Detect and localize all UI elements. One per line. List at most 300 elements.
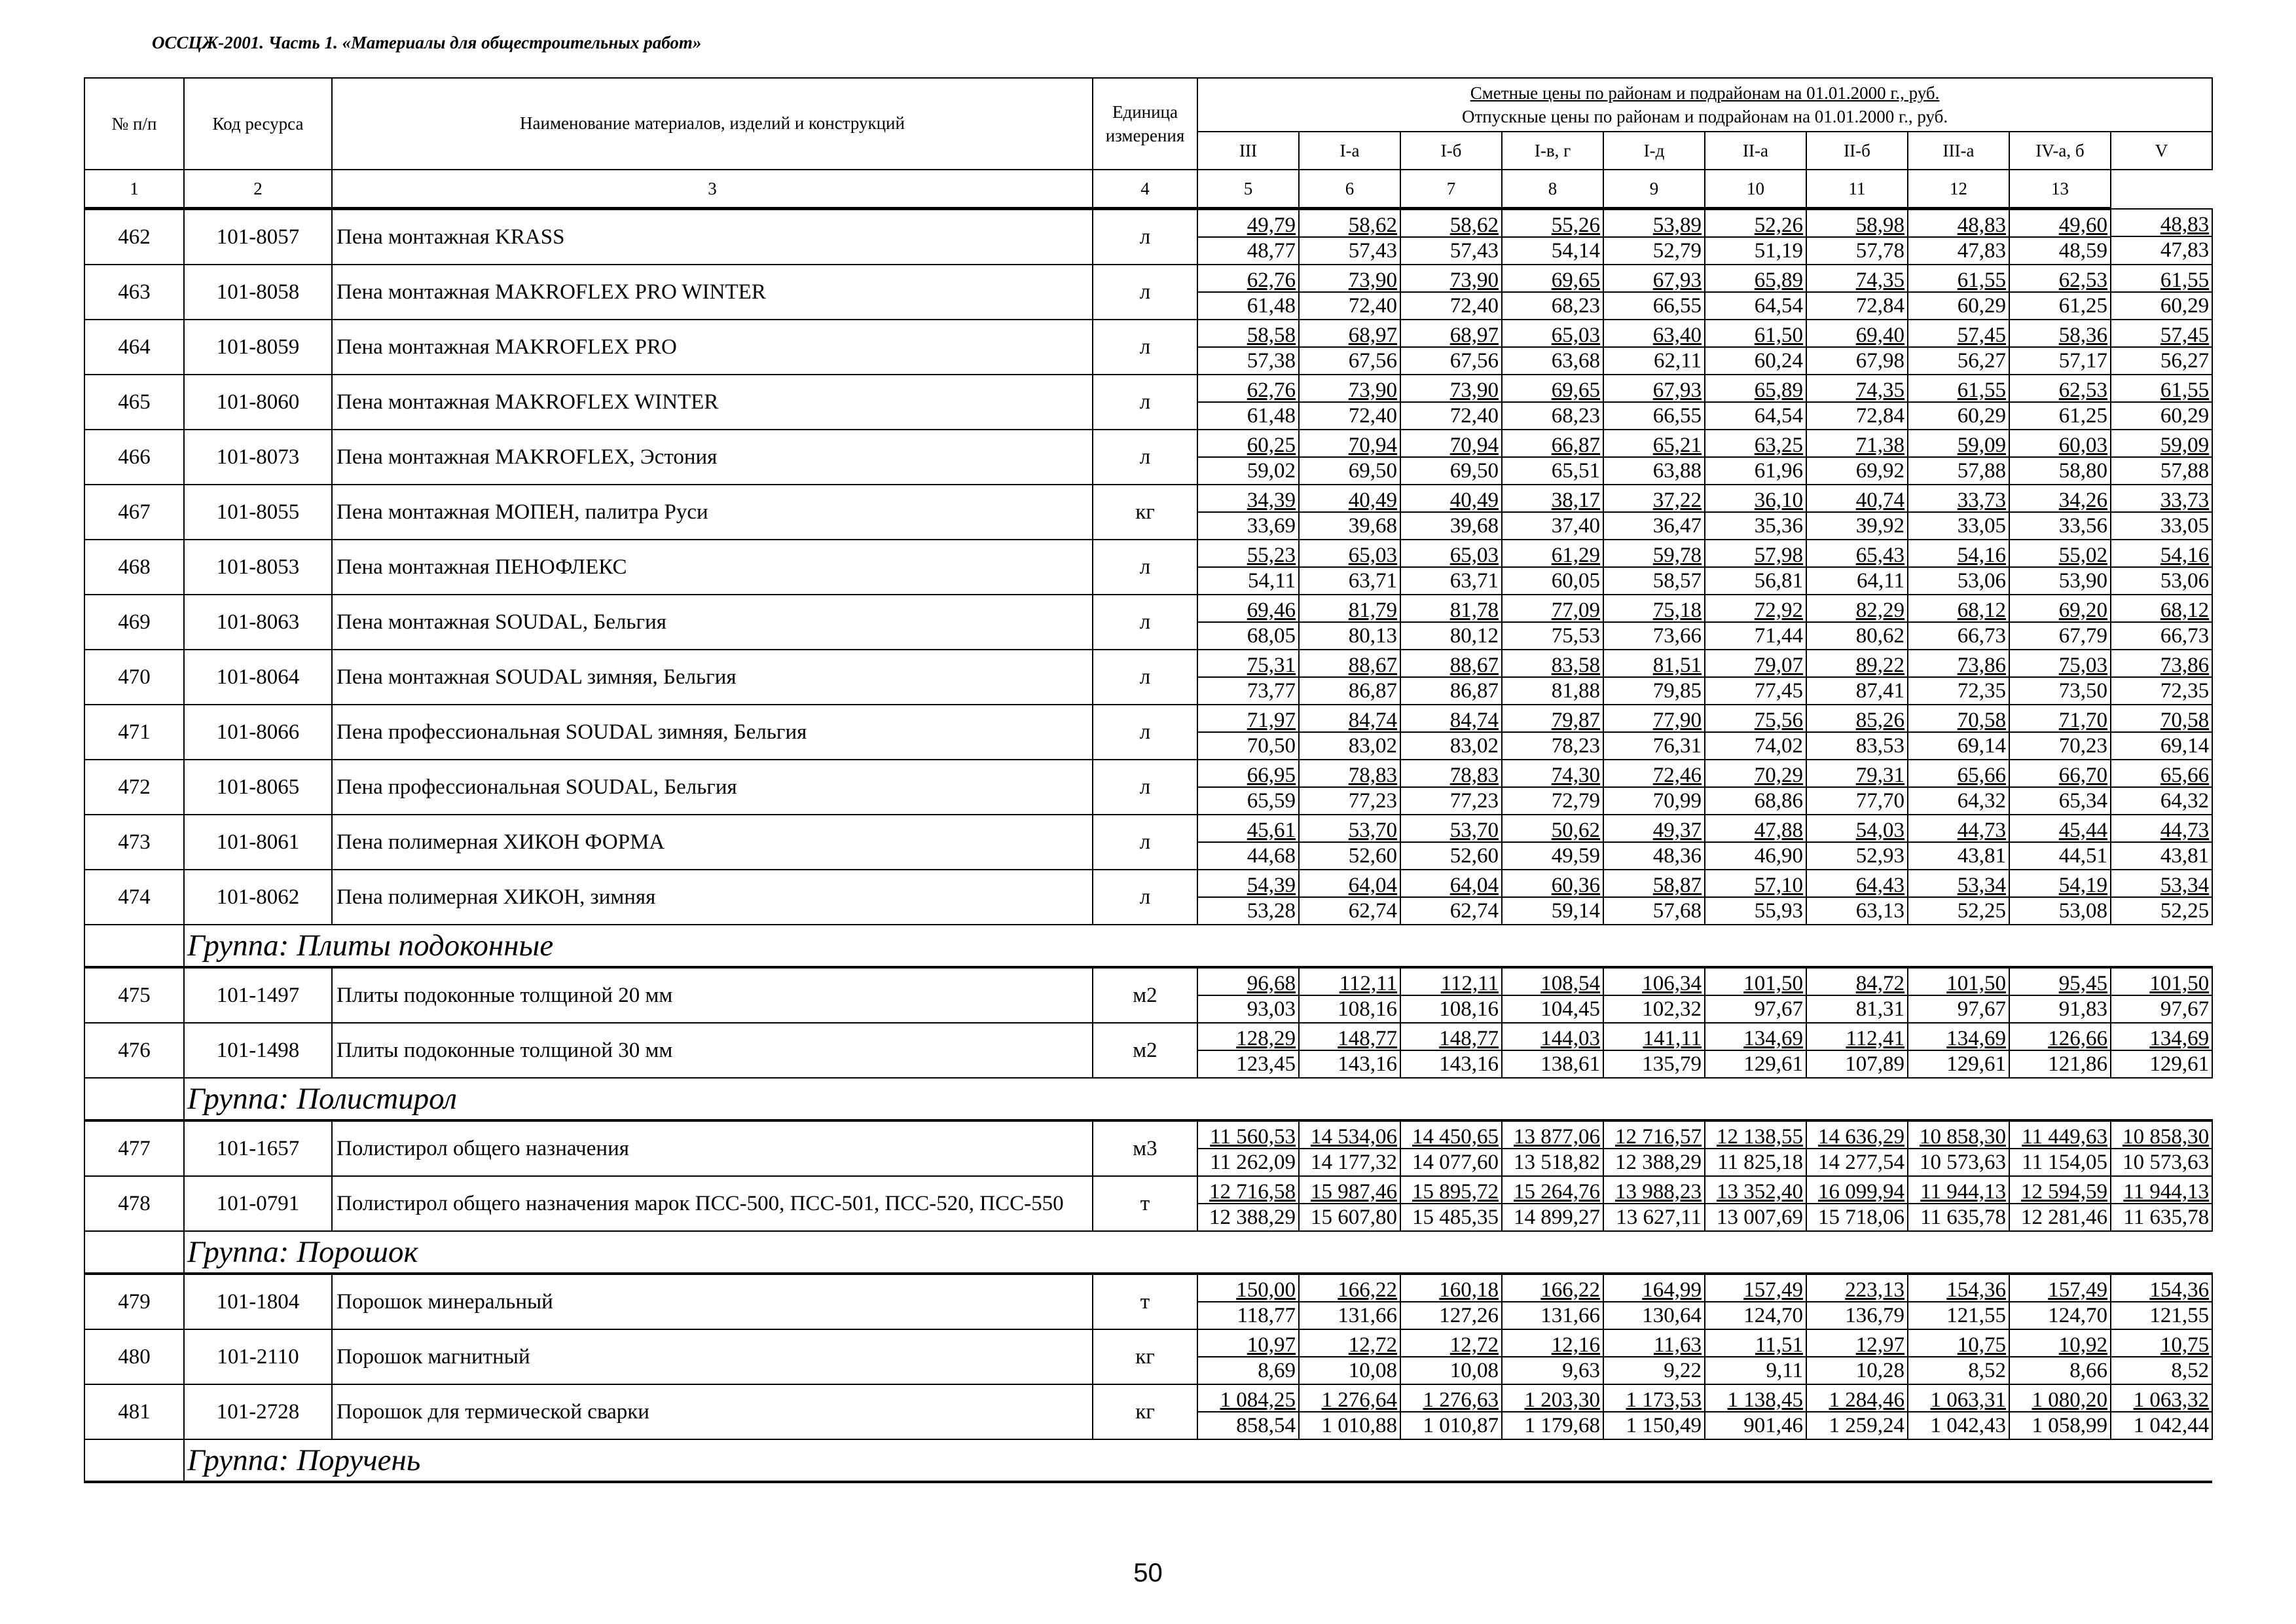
estimate-price: 49,37 (1604, 815, 1704, 843)
release-price: 136,79 (1845, 1304, 1904, 1327)
price-cell (1603, 1384, 1705, 1439)
estimate-price: 40,49 (1401, 485, 1501, 513)
estimate-price: 54,03 (1807, 815, 1907, 843)
price-cell (2009, 760, 2111, 815)
release-price: 58,80 (2058, 459, 2107, 483)
group-spacer (84, 1078, 184, 1120)
price-cell (1502, 485, 1603, 540)
price-cell (2111, 485, 2212, 540)
release-price: 58,57 (1652, 569, 1702, 593)
price-cell (1806, 1384, 1908, 1439)
price-cell (1299, 1023, 1400, 1078)
unit-cell: л (1093, 540, 1197, 595)
price-cell (2009, 320, 2111, 375)
release-price: 1 150,49 (1626, 1414, 1702, 1437)
estimate-price: 61,55 (1908, 265, 2009, 293)
region-header: IV-а, б (2009, 132, 2111, 170)
release-price: 14 077,60 (1412, 1151, 1499, 1174)
release-price: 67,79 (2058, 624, 2107, 648)
price-cell (1197, 870, 1299, 925)
estimate-price: 12 716,57 (1604, 1122, 1704, 1149)
estimate-price: 1 276,63 (1401, 1385, 1501, 1412)
estimate-price: 64,43 (1807, 870, 1907, 898)
estimate-price: 10 858,30 (1908, 1122, 2009, 1149)
estimate-price: 13 352,40 (1705, 1177, 1806, 1204)
price-cell (1400, 1023, 1502, 1078)
release-price: 72,35 (1957, 679, 2006, 703)
price-cell (2111, 1120, 2212, 1176)
estimate-price: 75,31 (1198, 650, 1298, 678)
estimate-price: 1 138,45 (1705, 1385, 1806, 1412)
estimate-price: 77,09 (1503, 595, 1603, 623)
estimate-price: 150,00 (1198, 1275, 1298, 1302)
price-cell (1299, 967, 1400, 1023)
release-price: 14 177,32 (1311, 1151, 1397, 1174)
release-price: 71,44 (1754, 624, 1803, 648)
release-price: 63,71 (1449, 569, 1499, 593)
release-price: 62,11 (1653, 349, 1702, 373)
estimate-price: 33,73 (1908, 485, 2009, 513)
estimate-price: 49,60 (2010, 210, 2110, 238)
release-price: 52,79 (1652, 239, 1702, 263)
row-number: 465 (84, 375, 184, 430)
price-cell (1502, 1329, 1603, 1384)
release-price: 102,32 (1642, 997, 1702, 1021)
estimate-price: 72,92 (1705, 595, 1806, 623)
release-price: 66,73 (1957, 624, 2006, 648)
column-number: 12 (1908, 170, 2009, 209)
release-price: 52,93 (1855, 844, 1904, 868)
row-number: 472 (84, 760, 184, 815)
resource-code: 101-8058 (184, 265, 332, 320)
price-cell (2111, 209, 2212, 265)
release-price: 121,86 (2048, 1052, 2107, 1076)
region-header: II-а (1705, 132, 1806, 170)
price-cell (2009, 375, 2111, 430)
price-cell (1908, 1329, 2009, 1384)
release-price: 43,81 (2160, 844, 2210, 868)
estimate-price: 70,58 (1908, 705, 2009, 733)
price-cell (1197, 650, 1299, 705)
estimate-price: 44,73 (2111, 815, 2212, 843)
row-number: 466 (84, 430, 184, 485)
release-price: 65,59 (1247, 789, 1296, 813)
release-price: 72,84 (1855, 404, 1904, 428)
price-cell (1705, 760, 1806, 815)
price-cell (1806, 760, 1908, 815)
release-price: 57,43 (1348, 239, 1397, 263)
price-cell (1400, 595, 1502, 650)
estimate-price: 71,97 (1198, 705, 1298, 733)
release-price: 52,25 (2160, 899, 2210, 923)
unit-cell: т (1093, 1274, 1197, 1329)
release-price: 9,63 (1562, 1359, 1600, 1382)
price-cell (2111, 1023, 2212, 1078)
price-cell (1400, 1120, 1502, 1176)
estimate-price: 10,75 (2111, 1330, 2212, 1357)
price-cell (1400, 1274, 1502, 1329)
estimate-price: 12,97 (1807, 1330, 1907, 1357)
estimate-price: 61,55 (1908, 375, 2009, 403)
release-price: 77,23 (1449, 789, 1499, 813)
release-price: 53,06 (2160, 569, 2210, 593)
price-cell (1908, 485, 2009, 540)
col-header-unit: Единица измерения (1093, 78, 1197, 170)
release-price: 52,25 (1957, 899, 2006, 923)
estimate-price: 84,74 (1401, 705, 1501, 733)
release-price: 901,46 (1743, 1414, 1803, 1437)
estimate-price: 148,77 (1300, 1024, 1400, 1051)
price-cell (2009, 1023, 2111, 1078)
estimate-price: 57,45 (1908, 320, 2009, 348)
price-cell (1400, 1176, 1502, 1231)
estimate-price: 1 203,30 (1503, 1385, 1603, 1412)
material-name: Порошок минеральный (332, 1274, 1093, 1329)
estimate-price: 69,40 (1807, 320, 1907, 348)
price-cell (1705, 265, 1806, 320)
price-cell (1908, 1176, 2009, 1231)
resource-code: 101-1497 (184, 967, 332, 1023)
estimate-price: 166,22 (1503, 1275, 1603, 1302)
release-price: 66,73 (2160, 624, 2210, 648)
release-price: 81,31 (1855, 997, 1904, 1021)
material-name: Пена полимерная ХИКОН, зимняя (332, 870, 1093, 925)
release-price: 68,86 (1754, 789, 1803, 813)
price-cell (1400, 265, 1502, 320)
region-header: I-а (1299, 132, 1400, 170)
release-price: 62,74 (1348, 899, 1397, 923)
estimate-price: 12 594,59 (2010, 1177, 2110, 1204)
release-price: 39,68 (1348, 514, 1397, 538)
table-row (84, 320, 2212, 375)
column-number: 11 (1806, 170, 1908, 209)
price-cell (2111, 1329, 2212, 1384)
estimate-price: 63,25 (1705, 430, 1806, 458)
release-price: 72,40 (1348, 404, 1397, 428)
group-spacer (84, 1231, 184, 1274)
estimate-price: 74,35 (1807, 375, 1907, 403)
release-price: 86,87 (1348, 679, 1397, 703)
price-cell (1400, 485, 1502, 540)
estimate-price: 14 450,65 (1401, 1122, 1501, 1149)
estimate-price: 66,70 (2010, 760, 2110, 788)
release-price: 97,67 (1957, 997, 2006, 1021)
price-cell (1705, 1176, 1806, 1231)
price-cell (1908, 815, 2009, 870)
price-cell (1908, 540, 2009, 595)
release-price: 83,53 (1855, 734, 1904, 758)
estimate-price: 83,58 (1503, 650, 1603, 678)
estimate-price: 84,74 (1300, 705, 1400, 733)
estimate-price: 16 099,94 (1807, 1177, 1907, 1204)
estimate-price: 57,98 (1705, 540, 1806, 568)
document-header: ОССЦЖ-2001. Часть 1. «Материалы для общестроительных работ» (152, 33, 702, 52)
release-price: 72,40 (1449, 294, 1499, 318)
release-price: 107,89 (1845, 1052, 1904, 1076)
estimate-price: 12,16 (1503, 1330, 1603, 1357)
price-cell (2111, 1176, 2212, 1231)
release-price: 93,03 (1247, 997, 1296, 1021)
estimate-price: 148,77 (1401, 1024, 1501, 1051)
price-cell (1908, 375, 2009, 430)
estimate-price: 53,89 (1604, 210, 1704, 238)
release-price: 53,90 (2058, 569, 2107, 593)
price-cell (1299, 1274, 1400, 1329)
resource-code: 101-1498 (184, 1023, 332, 1078)
estimate-price: 59,78 (1604, 540, 1704, 568)
release-price: 9,22 (1664, 1359, 1702, 1382)
estimate-price: 60,36 (1503, 870, 1603, 898)
estimate-price: 65,89 (1705, 375, 1806, 403)
estimate-price: 59,09 (1908, 430, 2009, 458)
table-row (84, 265, 2212, 320)
price-cell (1603, 485, 1705, 540)
estimate-price: 69,20 (2010, 595, 2110, 623)
price-cell (1705, 540, 1806, 595)
estimate-price: 11 944,13 (1908, 1177, 2009, 1204)
estimate-price: 55,02 (2010, 540, 2110, 568)
estimate-price: 62,53 (2010, 375, 2110, 403)
release-price: 135,79 (1642, 1052, 1702, 1076)
estimate-price: 53,70 (1300, 815, 1400, 843)
estimate-price: 58,98 (1807, 210, 1907, 238)
release-price: 47,83 (2160, 238, 2210, 263)
price-cell (1603, 870, 1705, 925)
release-price: 11 262,09 (1210, 1151, 1296, 1174)
page-number: 50 (1133, 1559, 1163, 1587)
price-cell (1400, 540, 1502, 595)
estimate-price: 58,36 (2010, 320, 2110, 348)
resource-code: 101-8065 (184, 760, 332, 815)
release-price: 69,50 (1449, 459, 1499, 483)
price-cell (1705, 209, 1806, 265)
price-cell (1502, 705, 1603, 760)
estimate-price: 71,38 (1807, 430, 1907, 458)
price-cell (1197, 320, 1299, 375)
estimate-price: 62,76 (1198, 265, 1298, 293)
material-name: Пена монтажная MAKROFLEX PRO (332, 320, 1093, 375)
price-cell (2111, 815, 2212, 870)
estimate-price: 40,49 (1300, 485, 1400, 513)
estimate-price: 37,22 (1604, 485, 1704, 513)
estimate-price: 65,66 (2111, 760, 2212, 788)
release-price: 53,28 (1247, 899, 1296, 923)
estimate-price: 65,03 (1401, 540, 1501, 568)
row-number: 480 (84, 1329, 184, 1384)
release-price: 48,59 (2058, 239, 2107, 263)
release-price: 52,60 (1348, 844, 1397, 868)
price-cell (1502, 1023, 1603, 1078)
resource-code: 101-8059 (184, 320, 332, 375)
price-cell (2111, 760, 2212, 815)
estimate-price: 57,10 (1705, 870, 1806, 898)
release-price: 57,88 (1957, 459, 2006, 483)
material-name: Пена профессиональная SOUDAL, Бельгия (332, 760, 1093, 815)
release-price: 46,90 (1754, 844, 1803, 868)
release-price: 12 388,29 (1209, 1206, 1296, 1229)
price-cell (2009, 595, 2111, 650)
price-cell (1197, 1120, 1299, 1176)
estimate-price: 58,87 (1604, 870, 1704, 898)
table-row (84, 1176, 2212, 1231)
release-price: 43,81 (1957, 844, 2006, 868)
column-number: 6 (1299, 170, 1400, 209)
price-cell (2111, 650, 2212, 705)
estimate-price: 78,83 (1401, 760, 1501, 788)
release-price: 104,45 (1540, 997, 1600, 1021)
release-price: 143,16 (1338, 1052, 1397, 1076)
estimate-price: 11,63 (1604, 1330, 1704, 1357)
price-cell (1806, 1023, 1908, 1078)
release-price: 72,35 (2160, 679, 2210, 703)
release-price: 10,08 (1449, 1359, 1499, 1382)
price-cell (1603, 1023, 1705, 1078)
release-price: 59,02 (1247, 459, 1296, 483)
price-cell (1400, 209, 1502, 265)
group-row (84, 1439, 2212, 1482)
release-price: 13 627,11 (1616, 1206, 1702, 1229)
unit-cell: л (1093, 870, 1197, 925)
estimate-price: 57,45 (2111, 320, 2212, 348)
price-cell (2009, 265, 2111, 320)
release-price: 73,50 (2058, 679, 2107, 703)
release-price: 13 518,82 (1514, 1151, 1600, 1174)
estimate-price: 68,97 (1300, 320, 1400, 348)
price-title-estimate: Сметные цены по районам и подрайонам на 01.01.2000 г., руб. (1470, 83, 1940, 103)
price-cell (1197, 430, 1299, 485)
release-price: 64,32 (2160, 789, 2210, 813)
table-row (84, 705, 2212, 760)
table-row (84, 375, 2212, 430)
row-number: 479 (84, 1274, 184, 1329)
release-price: 65,51 (1551, 459, 1600, 483)
resource-code: 101-1804 (184, 1274, 332, 1329)
estimate-price: 126,66 (2010, 1024, 2110, 1051)
material-name: Пена полимерная ХИКОН ФОРМА (332, 815, 1093, 870)
row-number: 475 (84, 967, 184, 1023)
price-cell (2009, 209, 2111, 265)
estimate-price: 70,94 (1300, 430, 1400, 458)
price-cell (1603, 540, 1705, 595)
release-price: 61,25 (2058, 294, 2107, 318)
release-price: 56,81 (1754, 569, 1803, 593)
price-cell (2009, 1176, 2111, 1231)
column-number: 9 (1603, 170, 1705, 209)
estimate-price: 82,29 (1807, 595, 1907, 623)
price-cell (2009, 650, 2111, 705)
table-row (84, 1120, 2212, 1176)
release-price: 76,31 (1652, 734, 1702, 758)
price-cell (1400, 705, 1502, 760)
group-row (84, 925, 2212, 967)
estimate-price: 58,62 (1401, 210, 1501, 238)
price-cell (1806, 705, 1908, 760)
estimate-price: 14 636,29 (1807, 1122, 1907, 1149)
release-price: 79,85 (1652, 679, 1702, 703)
price-cell (1299, 870, 1400, 925)
price-cell (1806, 209, 1908, 265)
material-name: Полистирол общего назначения марок ПСС-500, ПСС-501, ПСС-520, ПСС-550 (332, 1176, 1093, 1231)
release-price: 10,28 (1855, 1359, 1904, 1382)
estimate-price: 81,79 (1300, 595, 1400, 623)
estimate-price: 154,36 (2111, 1275, 2212, 1302)
release-price: 1 010,87 (1423, 1414, 1499, 1437)
resource-code: 101-8060 (184, 375, 332, 430)
table-row (84, 540, 2212, 595)
estimate-price: 75,18 (1604, 595, 1704, 623)
price-cell (1299, 375, 1400, 430)
estimate-price: 15 895,72 (1401, 1177, 1501, 1204)
release-price: 124,70 (1743, 1304, 1803, 1327)
price-cell (1400, 1329, 1502, 1384)
release-price: 81,88 (1551, 679, 1600, 703)
release-price: 64,54 (1754, 294, 1803, 318)
estimate-price: 67,93 (1604, 265, 1704, 293)
unit-cell: кг (1093, 1384, 1197, 1439)
release-price: 10 573,63 (2123, 1151, 2210, 1174)
estimate-price: 62,76 (1198, 375, 1298, 403)
material-name: Пена монтажная SOUDAL, Бельгия (332, 595, 1093, 650)
release-price: 65,34 (2058, 789, 2107, 813)
release-price: 124,70 (2048, 1304, 2107, 1327)
estimate-price: 15 987,46 (1300, 1177, 1400, 1204)
release-price: 77,23 (1348, 789, 1397, 813)
unit-cell: т (1093, 1176, 1197, 1231)
estimate-price: 10,97 (1198, 1330, 1298, 1357)
release-price: 53,06 (1957, 569, 2006, 593)
price-cell (2009, 815, 2111, 870)
release-price: 33,05 (1957, 514, 2006, 538)
release-price: 67,98 (1855, 349, 1904, 373)
price-cell (1299, 595, 1400, 650)
release-price: 49,59 (1551, 844, 1600, 868)
estimate-price: 69,65 (1503, 265, 1603, 293)
release-price: 86,87 (1449, 679, 1499, 703)
price-cell (1400, 967, 1502, 1023)
release-price: 33,05 (2160, 514, 2210, 538)
estimate-price: 68,97 (1401, 320, 1501, 348)
price-cell (1400, 430, 1502, 485)
estimate-price: 73,90 (1300, 375, 1400, 403)
estimate-price: 1 276,64 (1300, 1385, 1400, 1412)
price-cell (2111, 430, 2212, 485)
price-cell (1502, 815, 1603, 870)
estimate-price: 40,74 (1807, 485, 1907, 513)
release-price: 80,62 (1855, 624, 1904, 648)
release-price: 108,16 (1439, 997, 1499, 1021)
price-cell (1197, 485, 1299, 540)
group-title: Группа: Порошок (184, 1231, 2212, 1274)
price-cell (1502, 650, 1603, 705)
price-cell (1502, 320, 1603, 375)
release-price: 91,83 (2058, 997, 2107, 1021)
price-cell (1603, 1274, 1705, 1329)
release-price: 68,05 (1247, 624, 1296, 648)
estimate-price: 79,07 (1705, 650, 1806, 678)
release-price: 57,68 (1652, 899, 1702, 923)
material-name: Полистирол общего назначения (332, 1120, 1093, 1176)
estimate-price: 11 449,63 (2010, 1122, 2110, 1149)
row-number: 462 (84, 209, 184, 265)
release-price: 54,14 (1551, 239, 1600, 263)
price-cell (1705, 967, 1806, 1023)
estimate-price: 54,16 (1908, 540, 2009, 568)
release-price: 127,26 (1439, 1304, 1499, 1327)
release-price: 83,02 (1348, 734, 1397, 758)
estimate-price: 34,39 (1198, 485, 1298, 513)
estimate-price: 54,19 (2010, 870, 2110, 898)
estimate-price: 10 858,30 (2111, 1122, 2212, 1149)
